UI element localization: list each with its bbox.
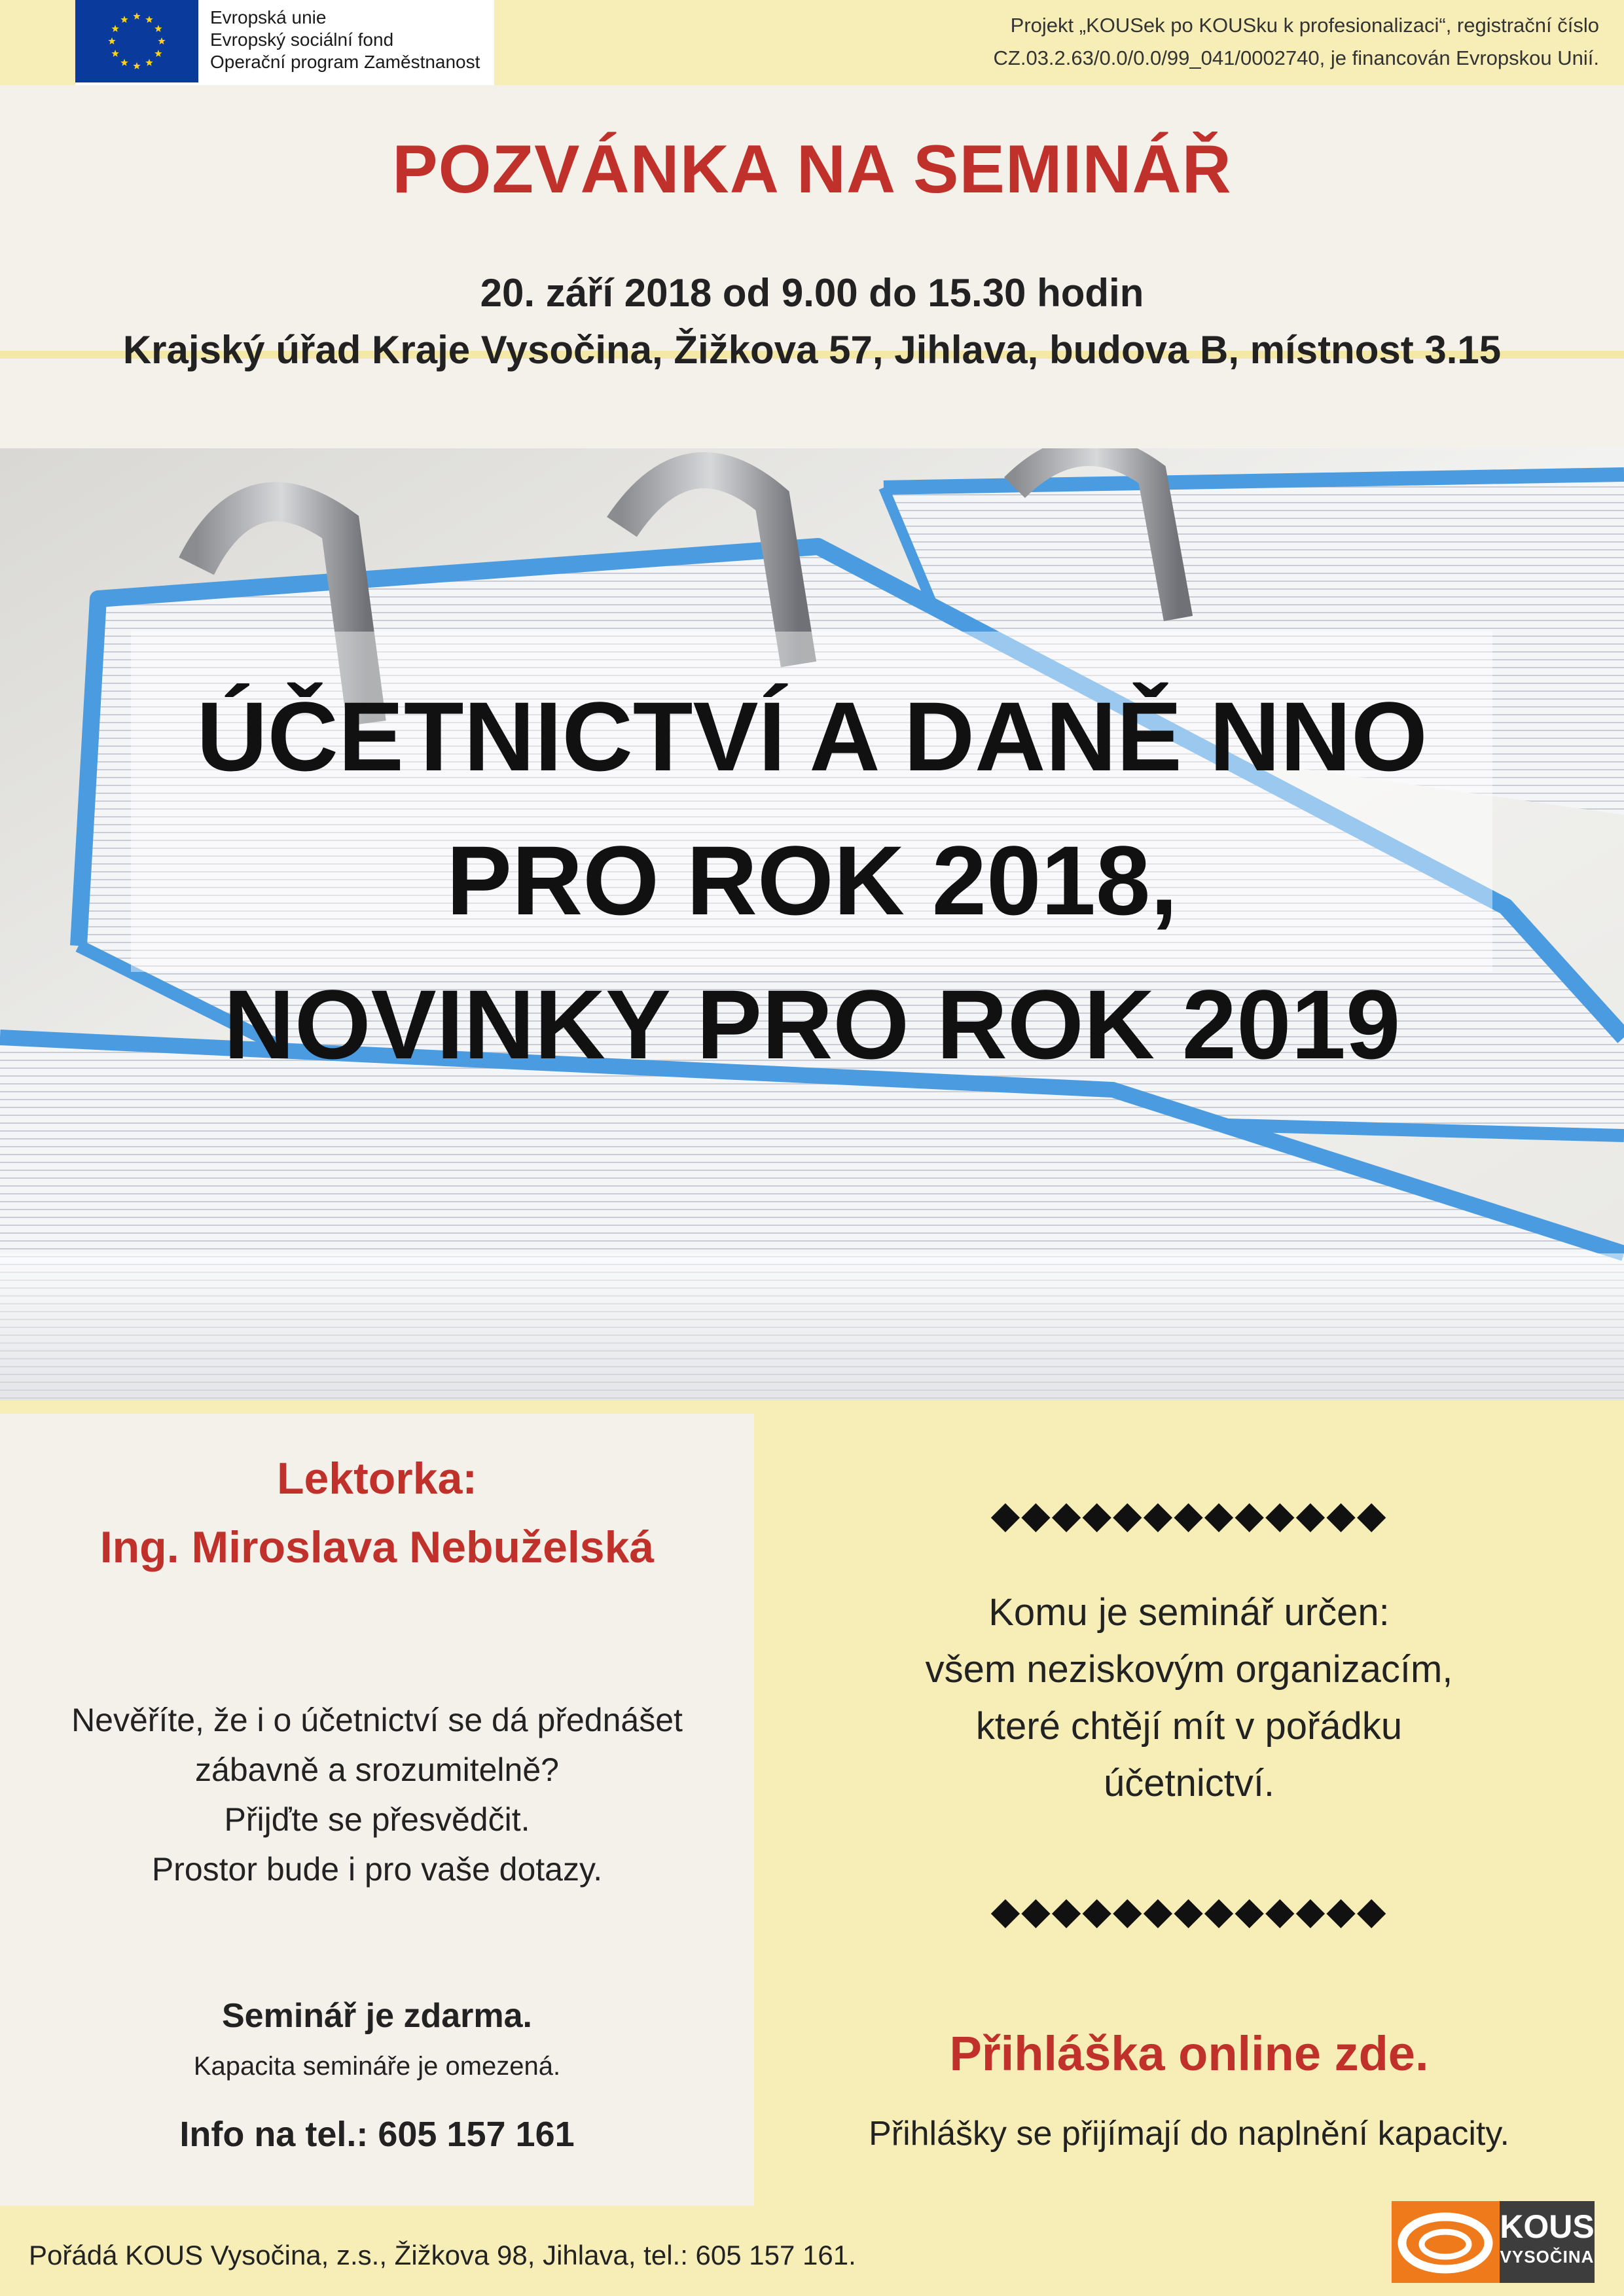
diamond-divider: ◆◆◆◆◆◆◆◆◆◆◆◆◆ bbox=[990, 1890, 1388, 1932]
info-phone: Info na tel.: 605 157 161 bbox=[179, 2115, 575, 2154]
eu-flag-icon bbox=[75, 0, 198, 82]
kous-wordmark bbox=[1500, 2201, 1595, 2283]
invitation-title: POZVÁNKA NA SEMINÁŘ bbox=[392, 132, 1232, 207]
event-date: 20. září 2018 od 9.00 do 15.30 hodin bbox=[480, 271, 1144, 315]
eu-logo-text bbox=[210, 7, 480, 73]
seminar-pitch bbox=[0, 1695, 754, 1894]
seminar-title-line: NOVINKY PRO ROK 2019 bbox=[223, 969, 1401, 1079]
audience-line: všem neziskovým organizacím, bbox=[925, 1648, 1453, 1691]
eu-logo-line: Evropská unie bbox=[210, 7, 327, 27]
pitch-line: Přijďte se přesvědčit. bbox=[224, 1801, 530, 1838]
seminar-title bbox=[0, 664, 1624, 1096]
signup-note: Přihlášky se přijímají do naplnění kapacity. bbox=[869, 2115, 1509, 2153]
free-admission-note: Seminář je zdarma. bbox=[222, 1997, 532, 2035]
pitch-line: zábavně a srozumitelně? bbox=[195, 1751, 559, 1788]
diamond-divider: ◆◆◆◆◆◆◆◆◆◆◆◆◆ bbox=[990, 1494, 1388, 1536]
seminar-title-line: PRO ROK 2018, bbox=[446, 825, 1178, 935]
lecturer-name: Ing. Miroslava Nebuželská bbox=[99, 1522, 655, 1572]
seminar-title-line: ÚČETNICTVÍ A DANĚ NNO bbox=[196, 681, 1428, 791]
eu-logo bbox=[75, 0, 494, 85]
lecturer-label: Lektorka: bbox=[276, 1454, 478, 1503]
audience-line: účetnictví. bbox=[1103, 1762, 1275, 1804]
kous-word: KOUS bbox=[1500, 2208, 1595, 2245]
signup-link[interactable]: Přihláška online zde. bbox=[949, 2026, 1429, 2081]
organizer-info: Pořádá KOUS Vysočina, z.s., Žižkova 98, Jihlava, tel.: 605 157 161. bbox=[29, 2240, 856, 2270]
event-place: Krajský úřad Kraje Vysočina, Žižkova 57, Jihlava, budova B, místnost 3.15 bbox=[122, 328, 1502, 372]
kous-logo bbox=[1392, 2201, 1595, 2283]
eu-logo-line: Evropský sociální fond bbox=[210, 29, 394, 50]
eu-logo-line: Operační program Zaměstnanost bbox=[210, 52, 480, 72]
audience-line: které chtějí mít v pořádku bbox=[975, 1705, 1403, 1748]
kous-subword: VYSOČINA bbox=[1500, 2247, 1595, 2267]
project-funding-note: Projekt „KOUSek po KOUSku k profesionalizaci“, registrační číslo CZ.03.2.63/0.0/0.0/99_041/0002740, je financován Evropskou Unií. bbox=[993, 14, 1599, 69]
pitch-line: Prostor bude i pro vaše dotazy. bbox=[151, 1851, 603, 1888]
capacity-note: Kapacita semináře je omezená. bbox=[193, 2052, 561, 2081]
target-audience bbox=[754, 1584, 1624, 1812]
audience-line: Komu je seminář určen: bbox=[988, 1591, 1390, 1634]
kous-eye-icon bbox=[1392, 2201, 1500, 2283]
pitch-line: Nevěříte, že i o účetnictví se dá přednášet bbox=[71, 1702, 683, 1738]
